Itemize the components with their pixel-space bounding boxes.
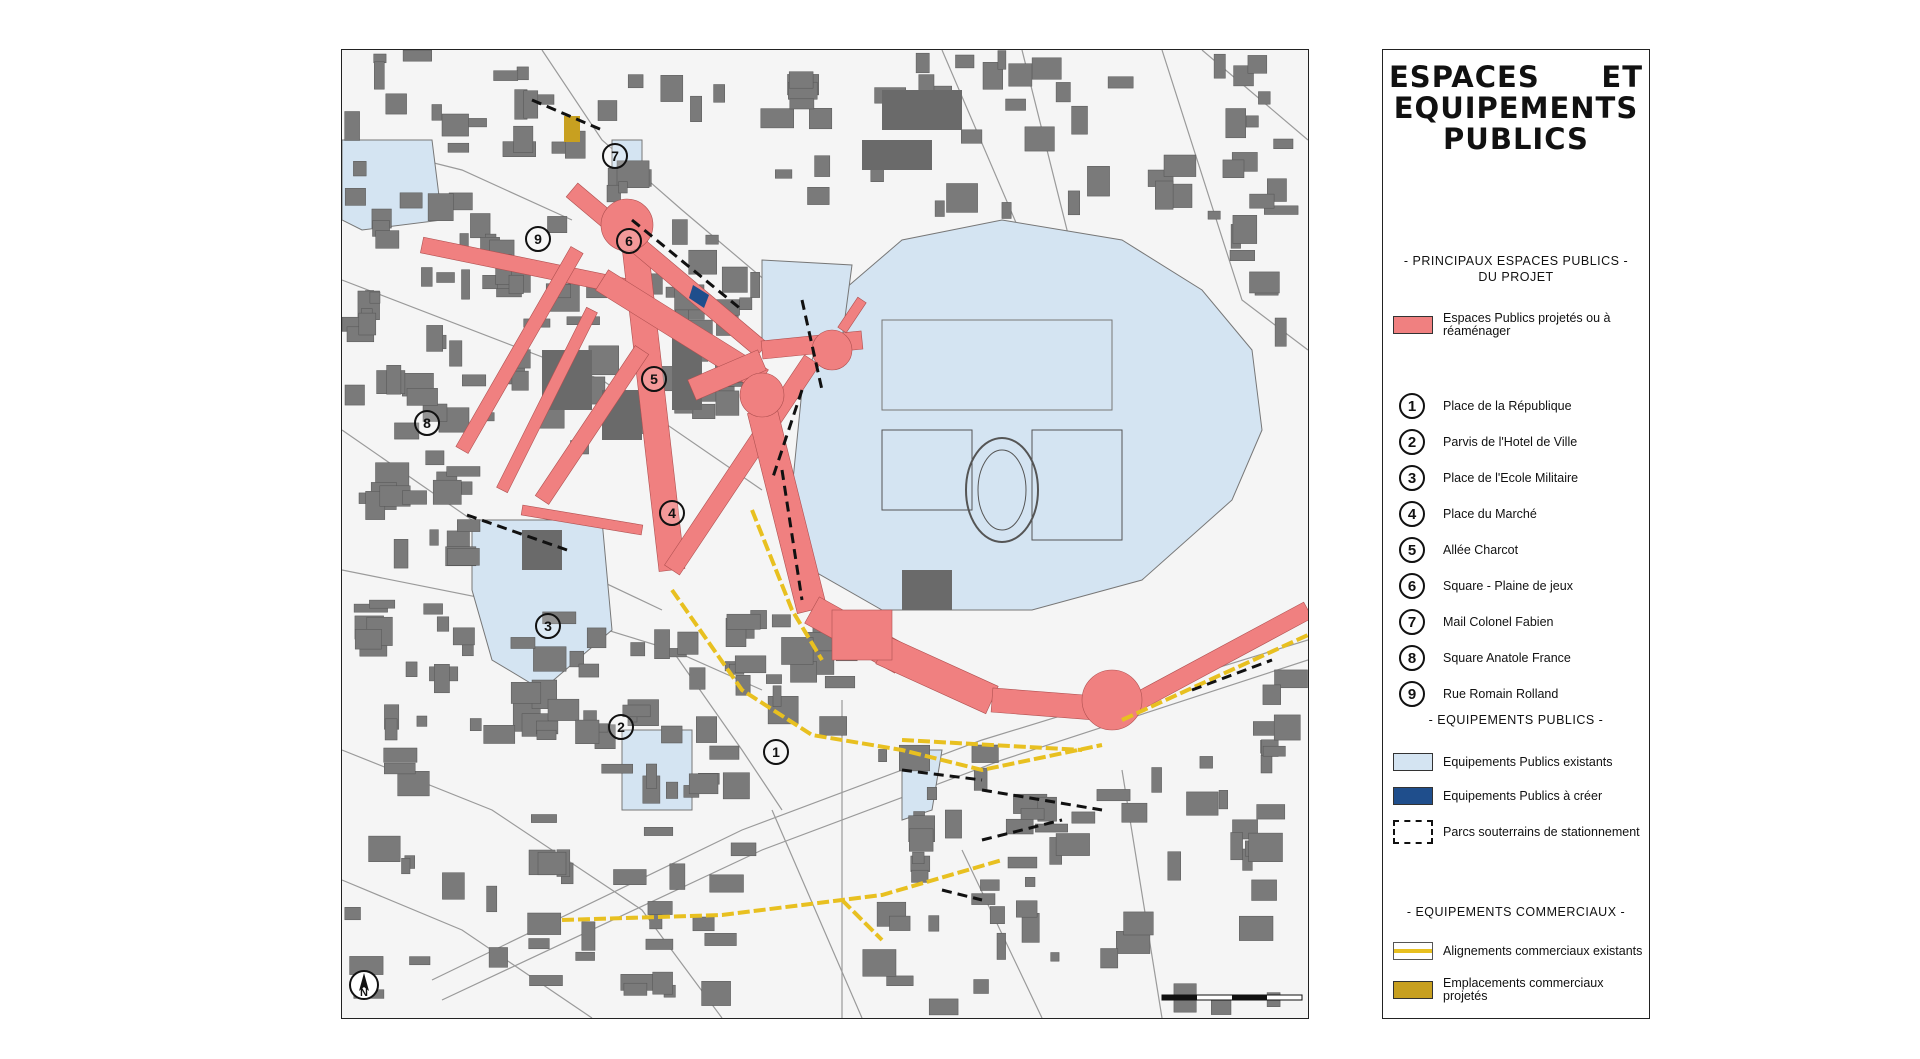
- building: [648, 901, 672, 914]
- building: [689, 774, 718, 794]
- building: [927, 787, 937, 799]
- building: [400, 193, 422, 208]
- place-marker-3: [536, 614, 560, 638]
- building: [751, 272, 760, 297]
- building: [511, 682, 541, 703]
- place-label: Allée Charcot: [1443, 542, 1519, 557]
- building: [661, 75, 683, 101]
- place-marker-7: [603, 144, 627, 168]
- legend-public-space: [1393, 312, 1643, 338]
- building: [1253, 722, 1275, 736]
- equip-existing-label: Equipements Publics existants: [1443, 754, 1613, 769]
- building: [761, 109, 794, 128]
- city-map[interactable]: [342, 50, 1308, 1018]
- north-label: N: [360, 987, 368, 999]
- building: [1231, 833, 1243, 860]
- building: [690, 668, 706, 690]
- building: [457, 520, 480, 532]
- building: [462, 482, 473, 495]
- building: [524, 91, 538, 119]
- building: [997, 933, 1006, 959]
- building: [661, 726, 682, 743]
- place-label: Parvis de l'Hotel de Ville: [1443, 434, 1578, 449]
- legend-place-4: [1393, 501, 1643, 527]
- building: [1187, 792, 1219, 815]
- building: [644, 827, 673, 835]
- building: [1250, 194, 1275, 208]
- building: [1008, 857, 1037, 868]
- building: [929, 999, 958, 1015]
- building: [980, 880, 999, 891]
- building: [548, 699, 579, 720]
- building: [974, 980, 989, 994]
- parking-swatch: [1393, 820, 1433, 844]
- building: [820, 717, 847, 736]
- building: [956, 55, 975, 68]
- building: [768, 696, 798, 724]
- building: [1087, 166, 1109, 196]
- building: [437, 273, 455, 283]
- building: [345, 385, 365, 405]
- building: [710, 746, 739, 759]
- building: [909, 829, 933, 852]
- building: [345, 188, 365, 205]
- building: [887, 976, 914, 986]
- place-number: 8: [423, 415, 431, 431]
- comm-existing-swatch: [1393, 942, 1433, 960]
- scale-bar: [1162, 995, 1302, 1000]
- equip-existing-swatch: [1393, 753, 1433, 771]
- building: [386, 94, 407, 114]
- building: [1035, 824, 1067, 832]
- existing-equipment-area: [342, 140, 442, 230]
- building: [394, 539, 408, 568]
- legend-panel: [1382, 49, 1650, 1019]
- place-number-icon: 7: [1399, 609, 1425, 635]
- building: [402, 491, 426, 505]
- building: [484, 725, 515, 743]
- building: [961, 130, 982, 144]
- public-space: [740, 373, 784, 417]
- legend-comm-projected: [1393, 977, 1643, 1003]
- comm-existing-label: Alignements commerciaux existants: [1443, 943, 1643, 958]
- place-number: 5: [650, 371, 658, 387]
- building: [710, 875, 744, 892]
- building: [731, 843, 756, 856]
- building: [353, 161, 366, 176]
- building: [421, 268, 432, 287]
- building: [1223, 160, 1244, 178]
- building: [514, 126, 533, 152]
- building: [385, 719, 397, 740]
- building: [489, 948, 508, 968]
- place-number: 2: [617, 719, 625, 735]
- building: [528, 913, 561, 935]
- building: [1250, 272, 1280, 293]
- building: [1051, 953, 1059, 962]
- building: [623, 705, 650, 717]
- place-number-icon: 9: [1399, 681, 1425, 707]
- building: [916, 53, 929, 73]
- building: [529, 939, 550, 949]
- building: [919, 75, 934, 91]
- building: [1002, 202, 1011, 218]
- place-label: Place de la République: [1443, 398, 1572, 413]
- building: [1155, 181, 1173, 209]
- building: [582, 922, 595, 951]
- building: [1006, 99, 1026, 110]
- building: [766, 675, 781, 684]
- building: [614, 870, 647, 885]
- building: [453, 628, 474, 645]
- building: [1032, 58, 1061, 80]
- building: [1101, 949, 1118, 969]
- building: [1214, 54, 1225, 78]
- building: [1072, 106, 1088, 134]
- place-number: 9: [534, 231, 542, 247]
- building: [355, 629, 381, 649]
- place-marker-2: [609, 715, 633, 739]
- building: [646, 764, 656, 788]
- building: [678, 632, 698, 654]
- public-space: [1082, 670, 1142, 730]
- building: [1275, 318, 1286, 346]
- building: [998, 51, 1006, 70]
- building: [448, 143, 469, 152]
- building: [374, 54, 386, 63]
- building: [670, 864, 685, 890]
- building: [782, 637, 814, 664]
- building: [512, 371, 529, 390]
- public-space: [812, 330, 852, 370]
- public-space-label: Espaces Publics projetés ou à réaménager: [1443, 311, 1611, 338]
- building: [1200, 756, 1213, 768]
- place-label: Place du Marché: [1443, 506, 1537, 521]
- building: [1009, 64, 1032, 86]
- place-marker-4: [660, 501, 684, 525]
- place-marker-8: [415, 411, 439, 435]
- building: [462, 270, 470, 300]
- building: [696, 717, 716, 743]
- building: [666, 782, 678, 798]
- building: [735, 656, 766, 673]
- legend-place-5: [1393, 537, 1643, 563]
- building: [430, 530, 439, 546]
- building: [972, 745, 999, 763]
- building: [427, 325, 443, 351]
- building: [410, 957, 431, 965]
- title-word-equipements: EQUIPEMENTS: [1393, 91, 1639, 125]
- building: [1274, 715, 1300, 740]
- building: [576, 952, 595, 960]
- building: [913, 852, 925, 864]
- place-number-icon: 2: [1399, 429, 1425, 455]
- building: [929, 916, 939, 932]
- place-number: 7: [611, 148, 619, 164]
- building: [689, 250, 717, 274]
- building: [587, 628, 606, 648]
- place-label: Square - Plaine de jeux: [1443, 578, 1573, 593]
- building: [1263, 685, 1281, 705]
- building: [889, 916, 910, 931]
- place-label: Mail Colonel Fabien: [1443, 614, 1554, 629]
- building: [1233, 215, 1257, 243]
- building: [442, 873, 464, 900]
- building: [509, 275, 523, 294]
- building: [727, 614, 760, 629]
- building: [417, 716, 427, 726]
- building: [1072, 812, 1095, 823]
- comm-projected-label: Emplacements commerciaux projetés: [1443, 976, 1604, 1003]
- building: [702, 981, 731, 1005]
- building: [655, 630, 670, 659]
- north-arrow-icon: [350, 971, 378, 999]
- building: [935, 201, 944, 217]
- building: [608, 168, 617, 185]
- building: [1164, 155, 1196, 177]
- building: [579, 664, 599, 677]
- building: [345, 907, 361, 920]
- legend-place-8: [1393, 645, 1643, 671]
- equip-new-label: Equipements Publics à créer: [1443, 788, 1603, 803]
- building: [1239, 916, 1273, 940]
- place-marker-5: [642, 367, 666, 391]
- building: [1249, 833, 1283, 862]
- building: [530, 975, 563, 985]
- building: [450, 341, 462, 367]
- legend-place-3: [1393, 465, 1643, 491]
- building: [437, 617, 449, 632]
- building: [706, 235, 719, 244]
- building: [619, 182, 628, 193]
- place-number-icon: 6: [1399, 573, 1425, 599]
- legend-place-7: [1393, 609, 1643, 635]
- building: [882, 90, 962, 130]
- place-number-icon: 4: [1399, 501, 1425, 527]
- title-word-et: ET: [1601, 60, 1643, 94]
- building: [863, 950, 896, 977]
- building: [772, 615, 790, 627]
- building: [1263, 746, 1285, 756]
- building: [912, 870, 929, 882]
- building: [398, 771, 430, 796]
- building: [384, 763, 415, 774]
- building: [740, 298, 752, 310]
- building: [424, 604, 443, 615]
- place-number-icon: 1: [1399, 393, 1425, 419]
- building: [537, 730, 556, 740]
- map-frame[interactable]: [341, 49, 1309, 1019]
- legend-place-1: [1393, 393, 1643, 419]
- building: [790, 99, 814, 109]
- building: [369, 836, 401, 862]
- building: [359, 313, 376, 335]
- building: [494, 71, 518, 81]
- building: [511, 637, 535, 648]
- building: [384, 748, 417, 762]
- building: [403, 50, 432, 61]
- building: [945, 810, 961, 838]
- place-marker-9: [526, 227, 550, 251]
- section-commercial: - EQUIPEMENTS COMMERCIAUX -: [1406, 905, 1626, 919]
- building: [1122, 803, 1147, 822]
- building: [1108, 77, 1133, 88]
- building: [517, 67, 529, 80]
- building: [815, 156, 830, 177]
- building: [1021, 809, 1044, 820]
- building: [538, 852, 566, 875]
- place-marker-1: [764, 740, 788, 764]
- building: [1025, 127, 1055, 151]
- building: [862, 140, 932, 170]
- public-space: [832, 610, 892, 660]
- place-number-icon: 3: [1399, 465, 1425, 491]
- building: [631, 643, 645, 656]
- building: [879, 749, 887, 761]
- building: [442, 114, 469, 136]
- building: [402, 858, 411, 874]
- building: [426, 451, 444, 465]
- public-space-swatch: [1393, 316, 1433, 334]
- place-number: 1: [772, 744, 780, 760]
- building: [1248, 55, 1267, 73]
- legend-parking: [1393, 820, 1643, 844]
- building: [428, 194, 453, 221]
- building: [407, 388, 438, 405]
- building: [447, 467, 480, 477]
- building: [374, 62, 384, 89]
- building: [1056, 82, 1070, 102]
- building: [447, 548, 479, 565]
- building: [487, 886, 497, 912]
- building: [693, 917, 714, 931]
- building: [1168, 852, 1181, 881]
- building: [602, 764, 633, 773]
- legend-place-6: [1393, 573, 1643, 599]
- place-number: 3: [544, 618, 552, 634]
- building: [716, 391, 739, 416]
- building: [705, 933, 737, 945]
- building: [646, 939, 673, 949]
- legend-place-2: [1393, 429, 1643, 455]
- building: [376, 231, 399, 249]
- place-number-icon: 8: [1399, 645, 1425, 671]
- building: [433, 480, 461, 504]
- building: [775, 170, 792, 179]
- legend-place-9: [1393, 681, 1643, 707]
- building: [902, 570, 952, 610]
- building: [1261, 755, 1272, 773]
- building: [990, 907, 1004, 924]
- building: [1025, 877, 1035, 886]
- building: [1068, 191, 1080, 215]
- legend-comm-existing: [1393, 942, 1643, 960]
- building: [1219, 790, 1228, 809]
- comm-projected-swatch: [1393, 981, 1433, 999]
- building: [722, 267, 747, 292]
- place-number-icon: 5: [1399, 537, 1425, 563]
- building: [1022, 913, 1039, 942]
- building: [947, 184, 978, 213]
- building: [589, 346, 619, 375]
- building: [1257, 805, 1285, 820]
- building: [369, 600, 394, 608]
- building: [1056, 834, 1090, 856]
- building: [576, 720, 600, 744]
- building: [345, 112, 360, 141]
- equip-new-swatch: [1393, 787, 1433, 805]
- building: [723, 773, 749, 799]
- building: [1274, 139, 1293, 149]
- building: [1226, 109, 1246, 138]
- building: [434, 664, 449, 693]
- building: [672, 220, 687, 245]
- title-word-espaces: ESPACES: [1389, 60, 1540, 94]
- place-number: 6: [625, 233, 633, 249]
- parking-label: Parcs souterrains de stationnement: [1443, 824, 1640, 839]
- place-label: Square Anatole France: [1443, 650, 1571, 665]
- building: [462, 375, 486, 386]
- building: [825, 676, 855, 688]
- building: [1171, 184, 1192, 208]
- building: [1252, 880, 1277, 901]
- building: [1124, 912, 1154, 935]
- building: [406, 662, 417, 677]
- building: [628, 75, 643, 88]
- building: [690, 96, 701, 122]
- building: [808, 187, 830, 204]
- building: [1246, 116, 1258, 127]
- building: [370, 292, 380, 303]
- building: [1016, 901, 1037, 918]
- building: [470, 719, 481, 731]
- building: [598, 101, 617, 121]
- building: [714, 85, 725, 103]
- legend-title: [1389, 62, 1643, 155]
- building: [531, 815, 556, 823]
- title-word-publics: PUBLICS: [1443, 122, 1589, 156]
- building: [1230, 250, 1255, 260]
- building: [548, 216, 567, 232]
- building: [1152, 768, 1162, 793]
- legend-equip-existing: [1393, 753, 1643, 771]
- section-public-spaces: - PRINCIPAUX ESPACES PUBLICS - DU PROJET: [1403, 254, 1629, 284]
- section-equipments: - EQUIPEMENTS PUBLICS -: [1428, 713, 1604, 727]
- legend-equip-new: [1393, 787, 1643, 805]
- building: [809, 108, 832, 129]
- place-marker-6: [617, 229, 641, 253]
- building: [387, 365, 401, 394]
- building: [773, 686, 781, 707]
- place-label: Rue Romain Rolland: [1443, 686, 1559, 701]
- building: [653, 972, 673, 994]
- building: [624, 983, 647, 995]
- building: [432, 105, 442, 121]
- building: [1258, 92, 1270, 105]
- building: [1097, 789, 1130, 800]
- place-number: 4: [668, 505, 676, 521]
- building: [789, 72, 813, 89]
- place-label: Place de l'Ecole Militaire: [1443, 470, 1579, 485]
- building: [533, 647, 566, 672]
- building: [1208, 211, 1220, 219]
